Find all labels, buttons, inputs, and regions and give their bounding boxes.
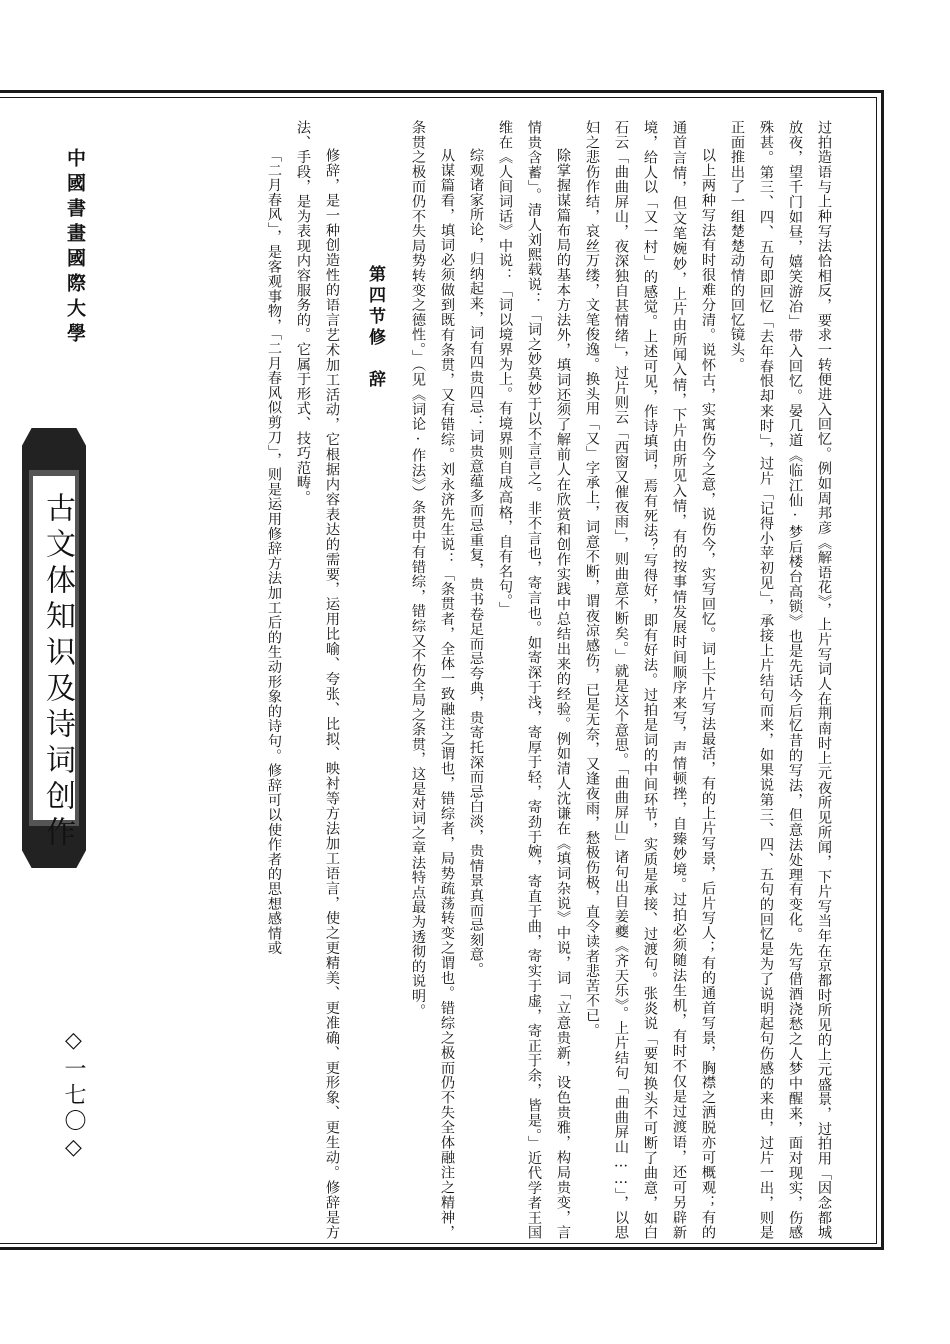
section-number: 第四节	[365, 264, 385, 328]
cartouche-title: 古文体知识及诗词创作	[40, 492, 75, 852]
paragraph: 以上两种写法有时很难分清。说怀古，实寓伤今之意，说伤今，实写回忆。词上下片写法最活，有的上片写景，后片写人；有的通首写景，胸襟之洒脱亦可概观；有的通首言情，但文笔婉妙，上片由所闻入情，下片由所见入情，有的按事情发展时间顺序来写，声情顿挫，自臻妙境。过拍必须随法生机，有时不仅是过渡语，还可另辟新境，给人以「又一村」的感觉。上述可见，作诗填词，焉有死法？写得好，即有好法。过拍是词的中间环节，实质是承接、过渡句。张炎说「要知换头不可断了曲意，如白石云「曲曲屏山，夜深独自甚情绪」，过片则云「西窗又催夜雨」，则曲意不断矣。」就是这个意思。「曲曲屏山」诸句出自姜夔《齐天乐》。上片结句「曲曲屏山……」，以思妇之悲伤作结，哀丝万缕，文笔俊逸。换头用「又」字承上，词意不断，谓夜凉感伤，已是无奈，又逢夜雨，愁极伤极，直令读者悲苦不已。	[584, 120, 716, 1240]
paragraph: 综观诸家所论，归纳起来，词有四贵四忌：词贵意蕴多而忌重复，贵书卷足而忌夸典，贵寄托深而忌白淡，贵情景真而忌刻意。	[468, 148, 484, 978]
section-title: 修 辞	[365, 327, 385, 391]
title-cartouche	[22, 428, 86, 868]
side-title: 中國書畫國際大學	[64, 148, 86, 348]
paragraph: 过拍造语与上种写法恰相反，要求一转便进入回忆。例如周邦彦《解语花》，上片写词人在荆南时上元夜所见所闻，下片写当年在京都时所见的上元盛景，过拍用「因念都城放夜，望千门如昼，嬉笑游冶」带入回忆。晏几道《临江仙·梦后楼台高锁》也是先话今后忆昔的写法，但意法处理有变化。先写借酒浇愁之人梦中醒来，面对现实，伤感殊甚。第三、四、五句即回忆「去年春恨却来时」，过片「记得小苹初见」，承接上片结句而来，如果说第三、四、五句的回忆是为了说明起句伤感的来由，过片一出，则是正面推出了一组楚楚动情的回忆镜头。	[729, 120, 832, 1240]
body-text	[138, 120, 838, 1240]
paragraph: 「二月春风」，是客观事物，「二月春风似剪刀」，则是运用修辞方法加工后的生动形象的诗句。修辞可以使作者的思想感情或	[266, 148, 282, 956]
paragraph: 除掌握谋篇布局的基本方法外，填词还须了解前人在欣赏和创作实践中总结出来的经验。例如清人沈谦在《填词杂说》中说，词「立意贵新，设色贵雅，构局贵变，言情贵含蓄」。清人刘熙载说：「词之妙莫妙于以不言言之。非不言也，寄言也。如寄深于浅，寄厚于轻，寄劲于婉，寄直于曲，寄实于虚，寄正于余，皆是。」近代学者王国维在《人间词话》中说：「词以境界为上。有境界则自成高格，自有名句。」	[497, 120, 571, 1240]
section-heading	[360, 120, 389, 1240]
paragraph: 从谋篇看，填词必须做到既有条贯，又有错综。刘永济先生说：「条贯者，全体一致融注之谓也，错综者，局势疏荡转变之谓也。错综之极而仍不失全体融注之精神，条贯之极而仍不失局势转变之德性。」（见《词论·作法》）条贯中有错综，错综又不伤全局之条贯，这是对词之章法特点最为透彻的说明。	[410, 120, 455, 1240]
paragraph: 修辞，是一种创造性的语言艺术加工活动，它根据内容表达的需要，运用比喻、夸张、比拟、映衬等方法加工语言，使之更精美、更准确、更形象、更生动。修辞是方法、手段，是为表现内容服务的。它属于形式、技巧范畴。	[295, 120, 340, 1240]
page-number: ◇一七〇◇	[61, 1028, 86, 1164]
